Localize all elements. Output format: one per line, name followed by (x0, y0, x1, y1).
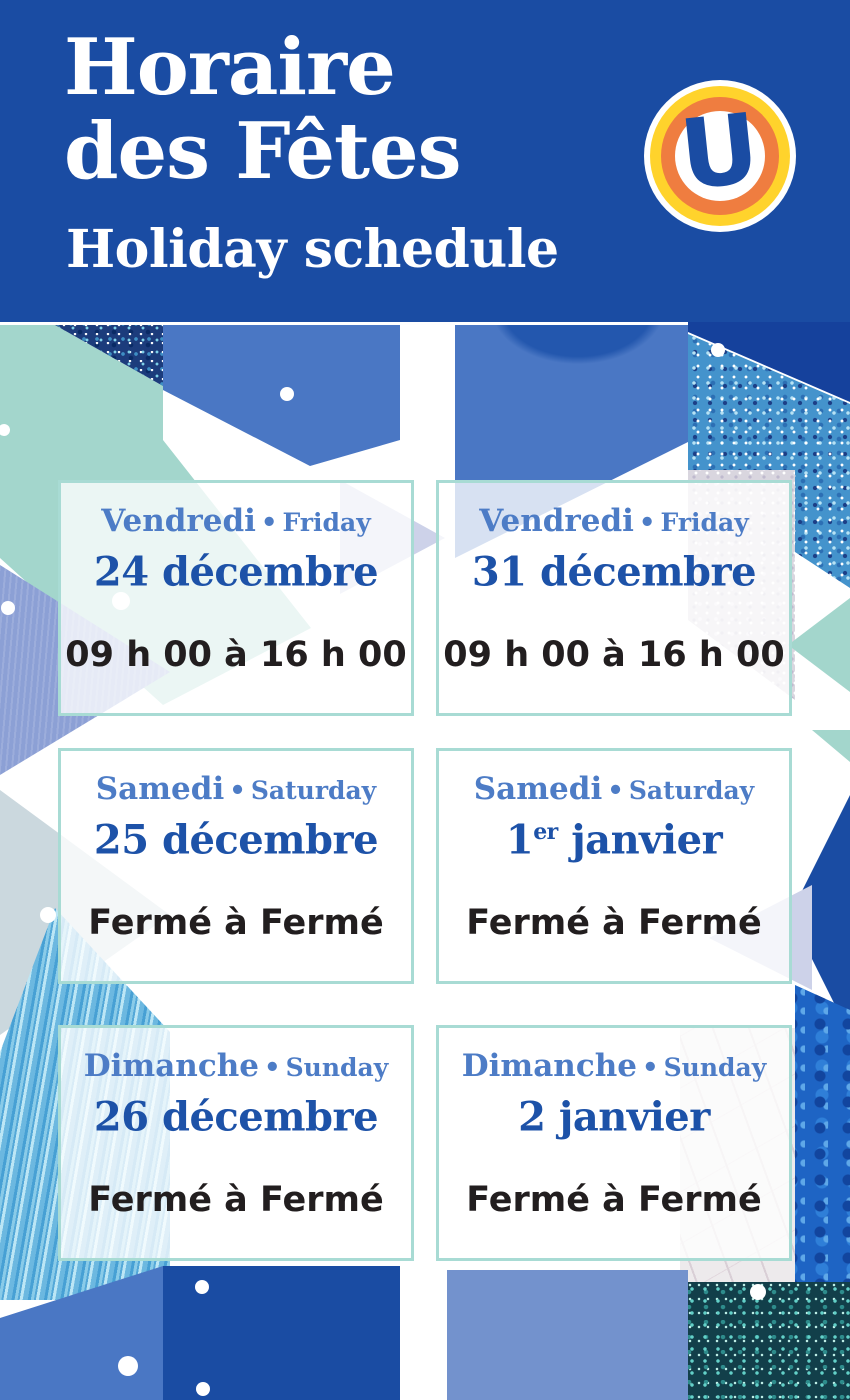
card-date (61, 809, 411, 863)
card-day-line (61, 503, 411, 541)
card-date (61, 1086, 411, 1140)
date-main: 1 (505, 816, 534, 864)
date-main: 31 décembre (471, 548, 757, 596)
card-day-line (439, 771, 789, 809)
card-date (439, 809, 789, 863)
date-main: 25 décembre (93, 816, 379, 864)
card-day-line (439, 503, 789, 541)
day-en: Sunday (285, 1053, 389, 1082)
schedule-card-jan1 (436, 748, 792, 984)
date-main: 2 janvier (518, 1093, 710, 1141)
bullet-icon: • (260, 508, 278, 538)
schedule-card-dec26 (58, 1025, 414, 1261)
card-hours: Fermé à Fermé (88, 1180, 384, 1220)
day-en: Sunday (663, 1053, 767, 1082)
schedule-card-dec31 (436, 480, 792, 716)
logo-inner-circle (674, 92, 765, 212)
deco-dot (1, 601, 15, 615)
day-en: Saturday (250, 776, 377, 805)
day-fr: Vendredi (479, 503, 634, 539)
card-date (61, 541, 411, 595)
deco-dot (280, 387, 294, 401)
day-en: Friday (282, 508, 371, 537)
card-hours: 09 h 00 à 16 h 00 (65, 635, 407, 675)
card-hours: Fermé à Fermé (466, 1180, 762, 1220)
date-main: 26 décembre (93, 1093, 379, 1141)
date-superscript: er (533, 819, 558, 845)
card-date (439, 541, 789, 595)
date-tail: janvier (557, 816, 723, 864)
schedule-card-dec24 (58, 480, 414, 716)
card-day-line (439, 1048, 789, 1086)
header-band (0, 0, 850, 322)
day-fr: Dimanche (461, 1048, 637, 1084)
deco-dot (711, 343, 725, 357)
bullet-icon: • (229, 776, 246, 806)
day-fr: Dimanche (83, 1048, 259, 1084)
deco-dot (750, 1284, 766, 1300)
deco-dot (195, 1280, 209, 1294)
logo-u-letter: U (674, 92, 765, 212)
day-en: Friday (660, 508, 749, 537)
day-fr: Samedi (473, 771, 603, 807)
title-line-fr-1: Horaire (64, 22, 395, 113)
day-fr: Vendredi (101, 503, 256, 539)
date-main: 24 décembre (93, 548, 379, 596)
schedule-card-jan2 (436, 1025, 792, 1261)
card-hours: 09 h 00 à 16 h 00 (443, 635, 785, 675)
card-hours: Fermé à Fermé (88, 903, 384, 943)
deco-dot (196, 1382, 210, 1396)
card-hours: Fermé à Fermé (466, 903, 762, 943)
day-fr: Samedi (95, 771, 225, 807)
brand-logo (644, 80, 796, 232)
schedule-card-dec25 (58, 748, 414, 984)
card-day-line (61, 1048, 411, 1086)
bullet-icon: • (638, 508, 656, 538)
bullet-icon: • (263, 1053, 281, 1083)
deco-dot (40, 907, 56, 923)
deco-dot (118, 1356, 138, 1376)
page-title (64, 22, 461, 197)
page-subtitle: Holiday schedule (66, 219, 559, 280)
title-line-fr-2: des Fêtes (64, 106, 461, 197)
bullet-icon: • (641, 1053, 659, 1083)
card-date (439, 1086, 789, 1140)
bullet-icon: • (607, 776, 624, 806)
card-day-line (61, 771, 411, 809)
day-en: Saturday (628, 776, 755, 805)
